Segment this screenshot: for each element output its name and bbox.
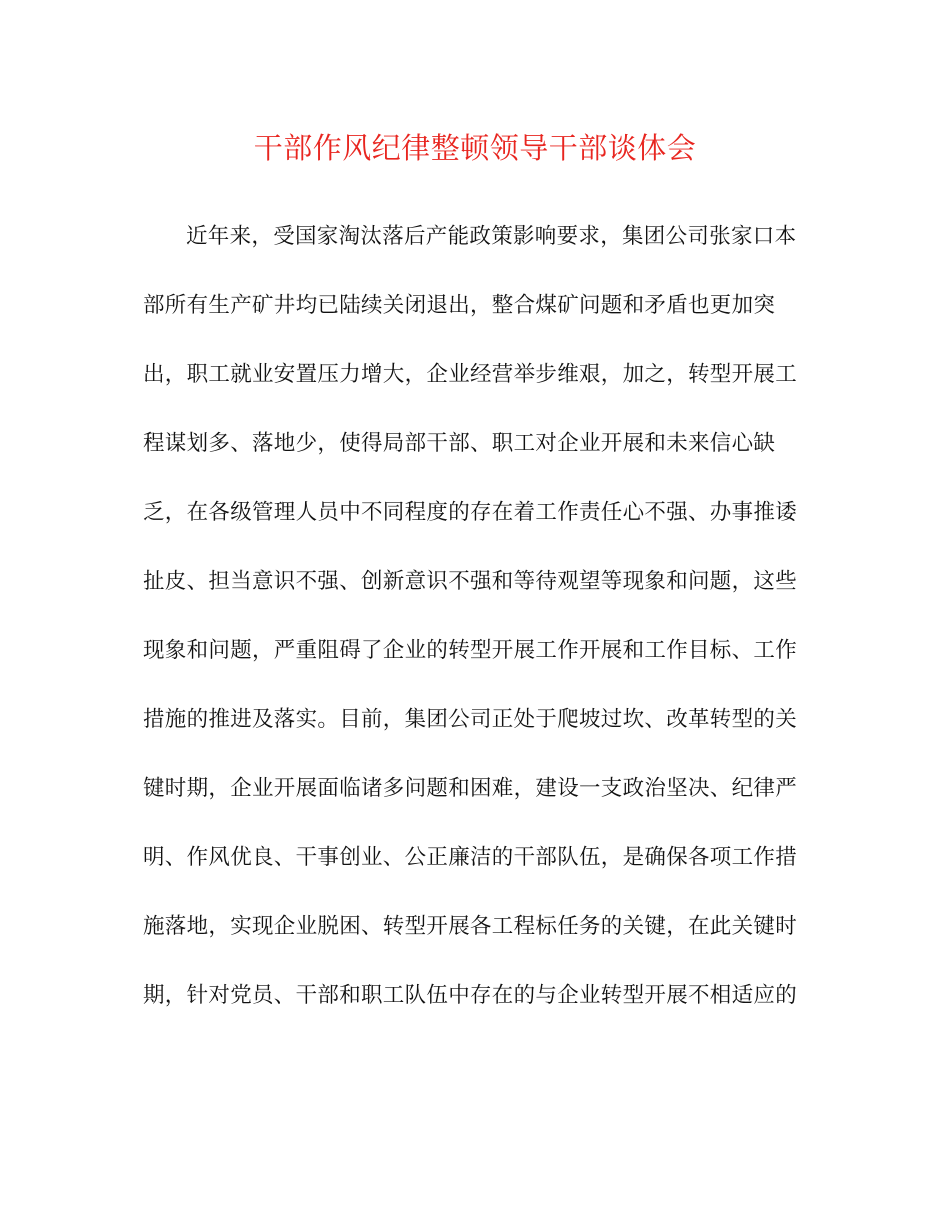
body-line: 现象和问题，严重阻碍了企业的转型开展工作开展和工作目标、工作: [143, 638, 798, 663]
body-line: 乏，在各级管理人员中不同程度的存在着工作责任心不强、办事推诿: [143, 500, 798, 525]
body-line: 出，职工就业安置压力增大，企业经营举步维艰，加之，转型开展工: [143, 362, 798, 387]
body-line: 近年来，受国家淘汰落后产能政策影响要求，集团公司张家口本: [186, 224, 797, 249]
body-line: 扯皮、担当意识不强、创新意识不强和等待观望等现象和问题，这些: [143, 569, 798, 594]
body-line: 键时期，企业开展面临诸多问题和困难，建设一支政治坚决、纪律严: [143, 776, 798, 801]
body-line: 明、作风优良、干事创业、公正廉洁的干部队伍，是确保各项工作措: [143, 845, 798, 870]
body-line: 部所有生产矿井均已陆续关闭退出，整合煤矿问题和矛盾也更加突: [143, 293, 776, 318]
body-line: 程谋划多、落地少，使得局部干部、职工对企业开展和未来信心缺: [143, 431, 776, 456]
body-line: 施落地，实现企业脱困、转型开展各工程标任务的关键，在此关键时: [143, 914, 798, 939]
document-title: 干部作风纪律整顿领导干部谈体会: [253, 131, 697, 165]
body-line: 期，针对党员、干部和职工队伍中存在的与企业转型开展不相适应的: [143, 983, 798, 1008]
document-body: [143, 220, 803, 1048]
body-line: 措施的推进及落实。目前，集团公司正处于爬坡过坎、改革转型的关: [143, 707, 798, 732]
